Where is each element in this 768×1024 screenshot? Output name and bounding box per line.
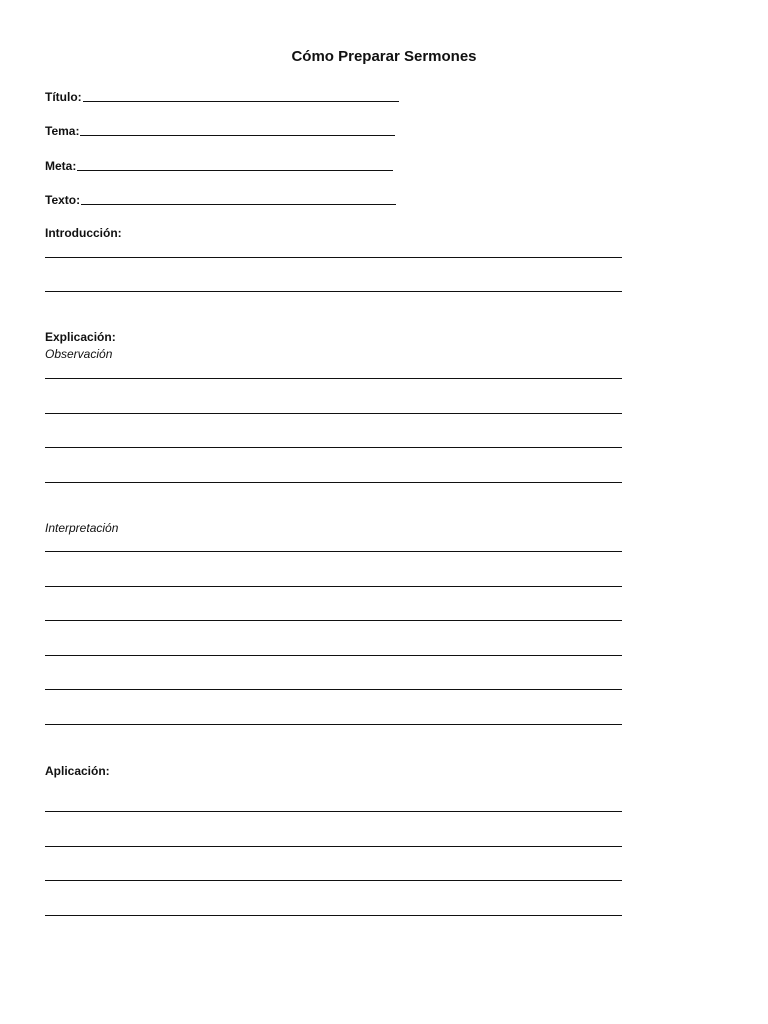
introduccion-line[interactable] bbox=[45, 291, 622, 292]
texto-blank-line[interactable] bbox=[81, 203, 396, 205]
meta-label: Meta: bbox=[45, 159, 77, 173]
texto-label: Texto: bbox=[45, 193, 81, 207]
introduccion-line[interactable] bbox=[45, 257, 622, 258]
tema-blank-line[interactable] bbox=[80, 134, 395, 136]
aplicacion-line[interactable] bbox=[45, 915, 622, 916]
interpretacion-line[interactable] bbox=[45, 620, 622, 621]
observacion-subheading: Observación bbox=[45, 347, 113, 361]
aplicacion-line[interactable] bbox=[45, 846, 622, 847]
observacion-line[interactable] bbox=[45, 482, 622, 483]
interpretacion-line[interactable] bbox=[45, 655, 622, 656]
titulo-label: Título: bbox=[45, 90, 82, 104]
titulo-field[interactable] bbox=[45, 86, 399, 104]
meta-field[interactable] bbox=[45, 155, 393, 173]
aplicacion-heading: Aplicación: bbox=[45, 764, 110, 778]
interpretacion-line[interactable] bbox=[45, 551, 622, 552]
observacion-line[interactable] bbox=[45, 447, 622, 448]
interpretacion-subheading: Interpretación bbox=[45, 521, 119, 535]
interpretacion-line[interactable] bbox=[45, 724, 622, 725]
observacion-line[interactable] bbox=[45, 378, 622, 379]
tema-field[interactable] bbox=[45, 120, 395, 138]
tema-label: Tema: bbox=[45, 124, 80, 138]
interpretacion-line[interactable] bbox=[45, 586, 622, 587]
aplicacion-line[interactable] bbox=[45, 880, 622, 881]
meta-blank-line[interactable] bbox=[77, 169, 393, 171]
titulo-blank-line[interactable] bbox=[83, 100, 399, 102]
explicacion-heading: Explicación: bbox=[45, 330, 116, 344]
aplicacion-line[interactable] bbox=[45, 811, 622, 812]
document-title: Cómo Preparar Sermones bbox=[291, 48, 477, 65]
observacion-line[interactable] bbox=[45, 413, 622, 414]
texto-field[interactable] bbox=[45, 189, 396, 207]
introduccion-heading: Introducción: bbox=[45, 226, 122, 240]
interpretacion-line[interactable] bbox=[45, 689, 622, 690]
